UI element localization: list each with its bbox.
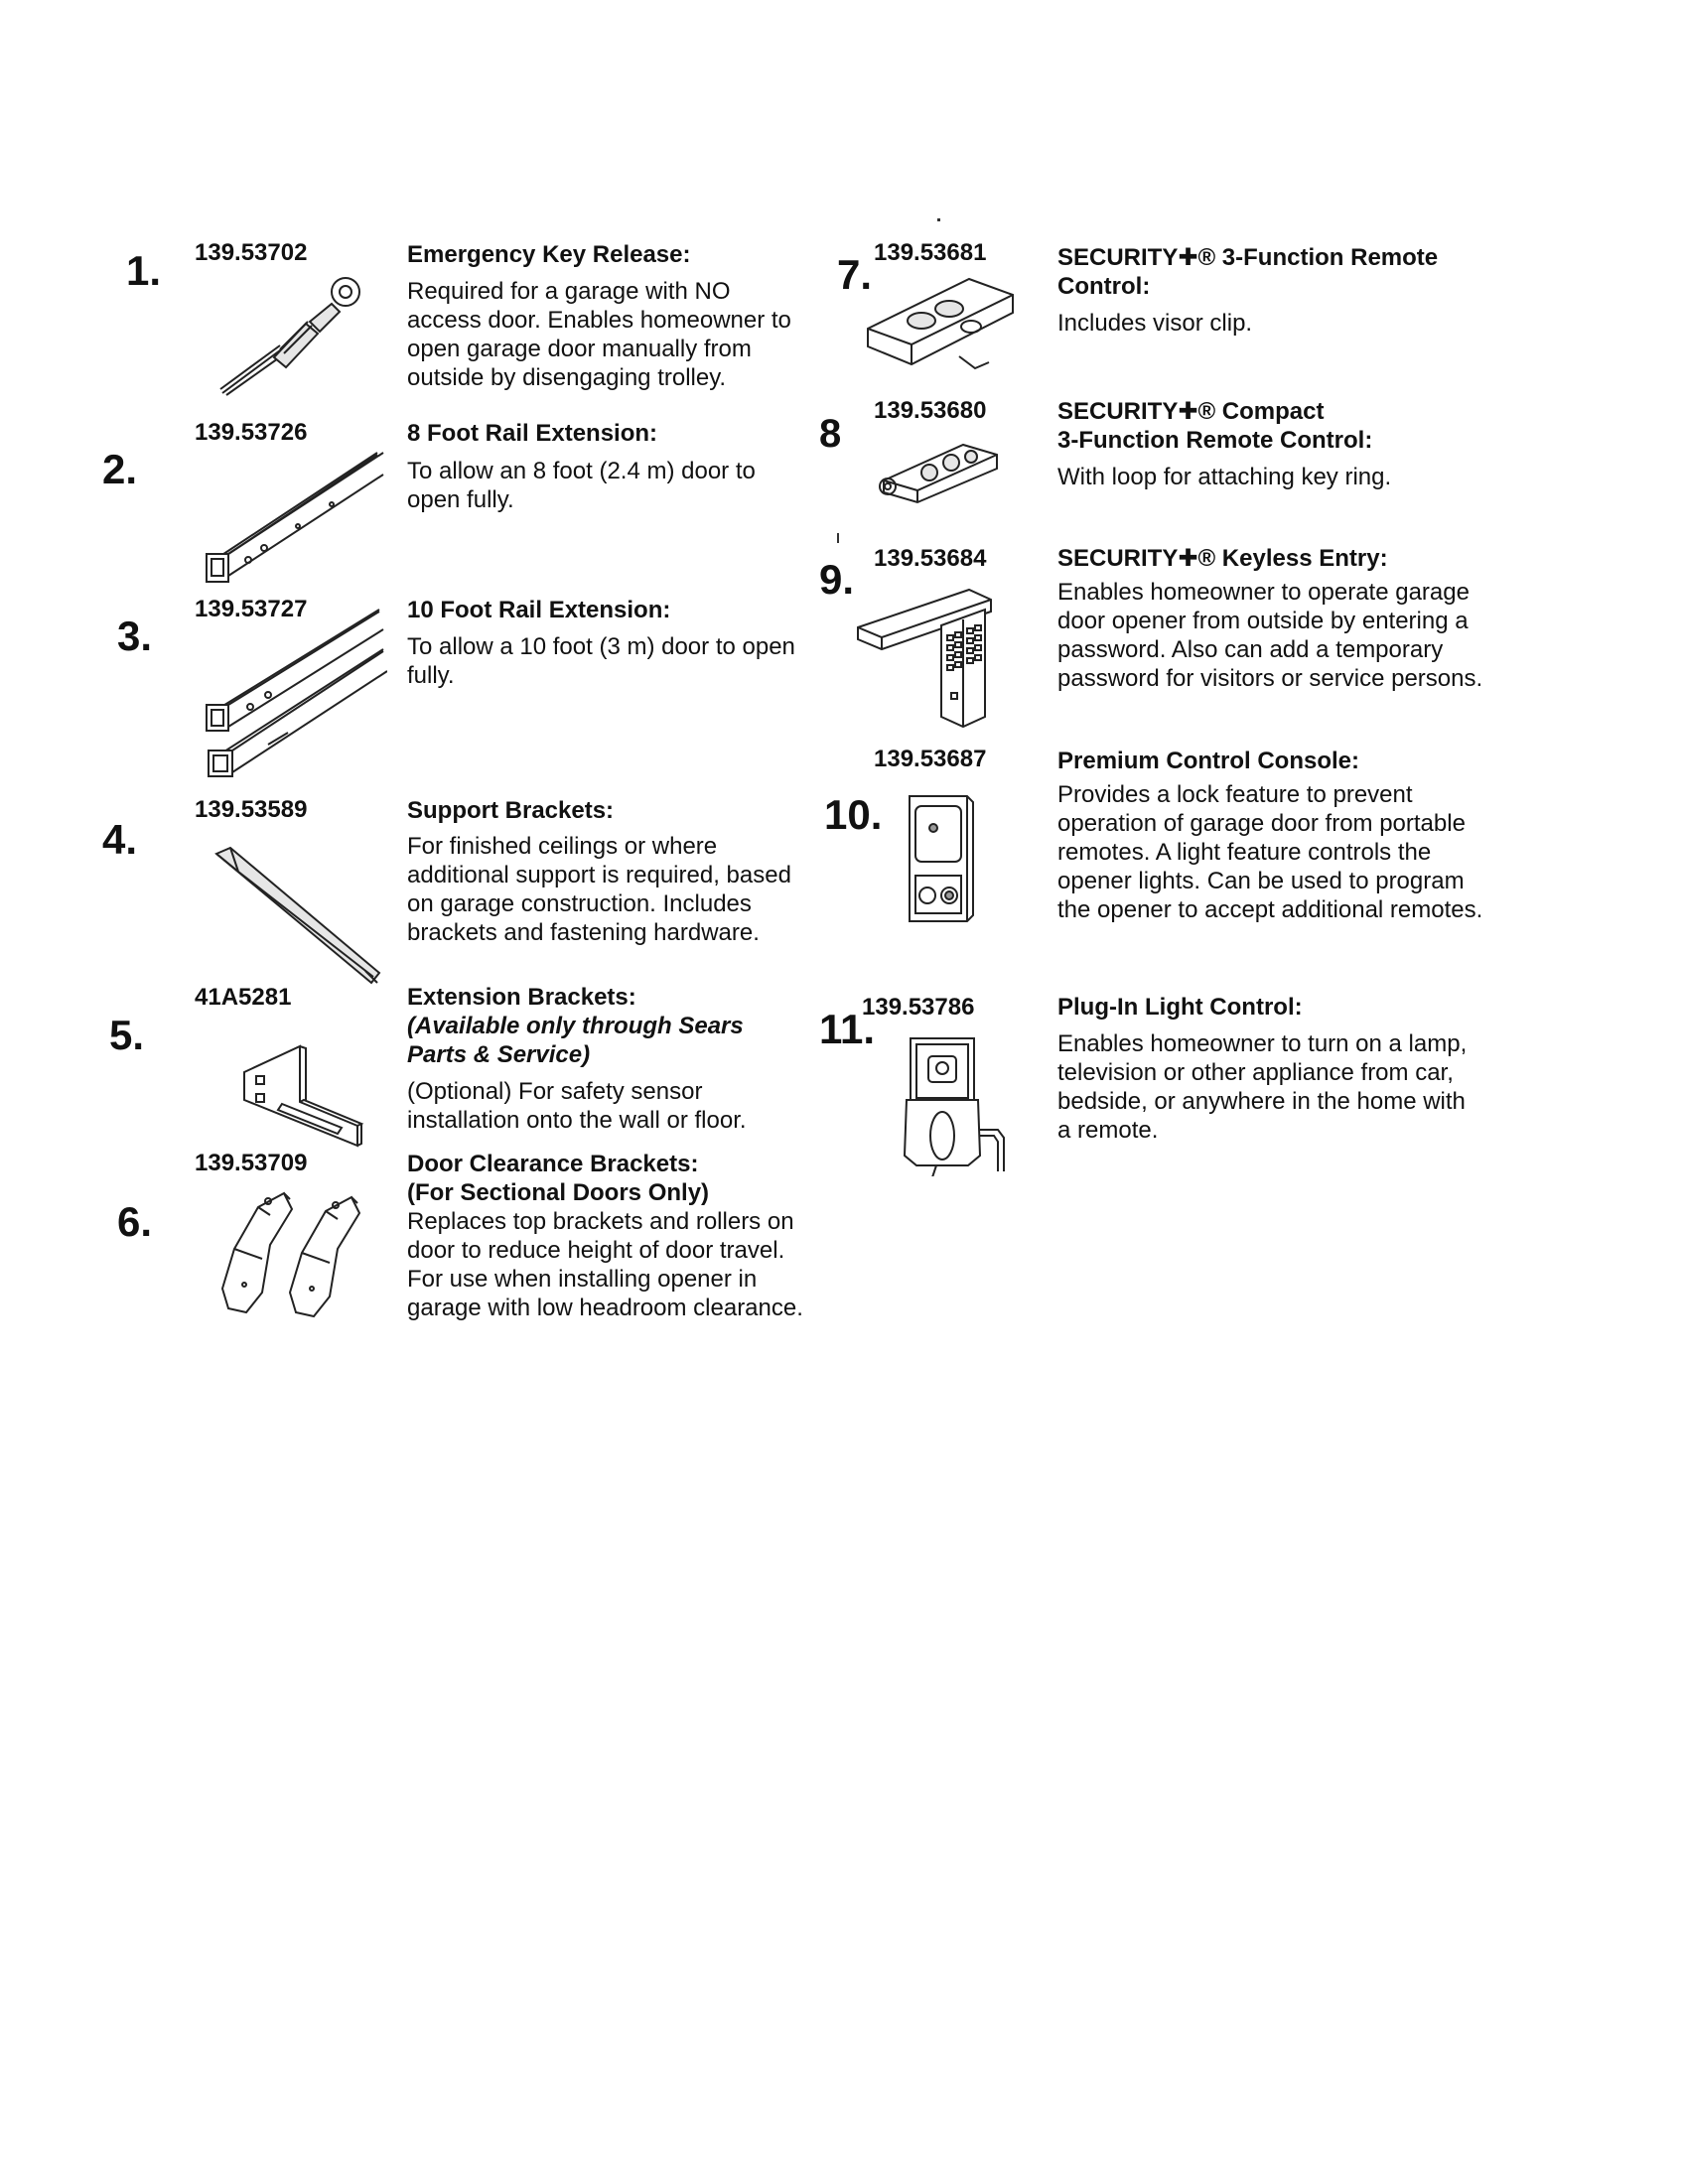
item-5-part-number: 41A5281 [195, 984, 292, 1011]
item-5-desc-line-1: (Optional) For safety sensor [407, 1078, 703, 1105]
item-6-desc-line-1: Replaces top brackets and rollers on [407, 1208, 794, 1235]
item-8-title-line-1: SECURITY✚® Compact [1057, 398, 1325, 425]
item-8-title-line-2: 3-Function Remote Control: [1057, 427, 1373, 454]
item-6-title: Door Clearance Brackets: [407, 1151, 699, 1177]
item-11-desc-line-3: bedside, or anywhere in the home with [1057, 1088, 1466, 1115]
item-5-desc-line-2: installation onto the wall or floor. [407, 1107, 747, 1134]
item-9-title: SECURITY✚® Keyless Entry: [1057, 545, 1388, 572]
item-10-desc-line-3: remotes. A light feature controls the [1057, 839, 1432, 866]
support-bracket-icon [210, 844, 384, 993]
item-4-title: Support Brackets: [407, 797, 615, 824]
item-6-desc-line-3: For use when installing opener in [407, 1266, 758, 1293]
item-10-desc-line-2: operation of garage door from portable [1057, 810, 1466, 837]
item-6-desc-line-4: garage with low headroom clearance. [407, 1295, 803, 1321]
item-7-title-line-2: Control: [1057, 273, 1151, 300]
item-5-note-line-1: (Available only through Sears [407, 1013, 744, 1039]
item-3-number: 3. [117, 613, 153, 659]
item-8-desc-line-1: With loop for attaching key ring. [1057, 464, 1392, 490]
item-6-desc-line-2: door to reduce height of door travel. [407, 1237, 785, 1264]
item-11-title: Plug-In Light Control: [1057, 994, 1303, 1021]
item-1-desc-line-4: outside by disengaging trolley. [407, 364, 727, 391]
item-11-desc-line-4: a remote. [1057, 1117, 1159, 1144]
item-10-number: 10. [824, 791, 883, 838]
item-11-desc-line-2: television or other appliance from car, [1057, 1059, 1454, 1086]
item-4-desc-line-1: For finished ceilings or where [407, 833, 718, 860]
item-7-desc-line-1: Includes visor clip. [1057, 310, 1253, 337]
item-9-desc-line-3: password. Also can add a temporary [1057, 636, 1444, 663]
item-9-desc-line-4: password for visitors or service persons. [1057, 665, 1483, 692]
rail-extension-8ft-icon [199, 445, 387, 589]
item-2-number: 2. [102, 446, 138, 492]
rail-extension-10ft-icon [199, 606, 387, 784]
item-4-desc-line-2: additional support is required, based [407, 862, 791, 888]
item-8-part-number: 139.53680 [874, 397, 987, 424]
plug-in-light-control-icon [899, 1032, 1018, 1176]
item-10-part-number: 139.53687 [874, 746, 987, 772]
item-10-desc-line-5: the opener to accept additional remotes. [1057, 896, 1483, 923]
item-1-title: Emergency Key Release: [407, 241, 691, 268]
item-11-number: 11. [819, 1006, 876, 1052]
item-1-number: 1. [126, 247, 162, 294]
emergency-key-release-icon [214, 266, 363, 400]
stray-mark [937, 218, 940, 221]
item-2-part-number: 139.53726 [195, 419, 308, 446]
item-5-note-line-2: Parts & Service) [407, 1041, 591, 1068]
item-7-number: 7. [837, 251, 873, 298]
control-console-icon [902, 790, 981, 924]
item-3-desc-line-2: fully. [407, 662, 455, 689]
item-9-desc-line-2: door opener from outside by entering a [1057, 608, 1469, 634]
item-8-number: 8 [819, 412, 842, 456]
item-2-desc-line-1: To allow an 8 foot (2.4 m) door to [407, 458, 756, 484]
item-6-number: 6. [117, 1198, 153, 1245]
item-4-desc-line-3: on garage construction. Includes [407, 890, 752, 917]
item-10-desc-line-4: opener lights. Can be used to program [1057, 868, 1465, 894]
keyless-entry-keypad-icon [852, 586, 1001, 730]
item-10-title: Premium Control Console: [1057, 748, 1360, 774]
item-3-desc-line-1: To allow a 10 foot (3 m) door to open [407, 633, 795, 660]
item-5-number: 5. [109, 1012, 145, 1058]
extension-bracket-icon [238, 1042, 372, 1152]
item-11-part-number: 139.53786 [862, 994, 975, 1021]
item-11-desc-line-1: Enables homeowner to turn on a lamp, [1057, 1030, 1468, 1057]
item-7-part-number: 139.53681 [874, 239, 987, 266]
item-9-number: 9. [819, 556, 855, 603]
item-3-title: 10 Foot Rail Extension: [407, 597, 671, 623]
item-6-part-number: 139.53709 [195, 1150, 308, 1176]
remote-control-icon [860, 273, 1019, 377]
item-10-desc-line-1: Provides a lock feature to prevent [1057, 781, 1413, 808]
item-9-part-number: 139.53684 [874, 545, 987, 572]
item-4-number: 4. [102, 816, 138, 863]
item-6-subtitle: (For Sectional Doors Only) [407, 1179, 710, 1206]
item-2-desc-line-2: open fully. [407, 486, 514, 513]
item-1-desc-line-2: access door. Enables homeowner to [407, 307, 791, 334]
item-1-desc-line-3: open garage door manually from [407, 336, 752, 362]
item-1-part-number: 139.53702 [195, 239, 308, 266]
item-9-desc-line-1: Enables homeowner to operate garage [1057, 579, 1470, 606]
item-5-title: Extension Brackets: [407, 984, 636, 1011]
compact-remote-icon [874, 437, 1008, 508]
item-4-desc-line-4: brackets and fastening hardware. [407, 919, 760, 946]
item-4-part-number: 139.53589 [195, 796, 308, 823]
item-7-title-line-1: SECURITY✚® 3-Function Remote [1057, 244, 1439, 271]
item-1-desc-line-1: Required for a garage with NO [407, 278, 731, 305]
item-3-part-number: 139.53727 [195, 596, 308, 622]
item-2-title: 8 Foot Rail Extension: [407, 420, 658, 447]
door-clearance-bracket-icon [209, 1189, 372, 1318]
stray-mark [837, 533, 839, 543]
